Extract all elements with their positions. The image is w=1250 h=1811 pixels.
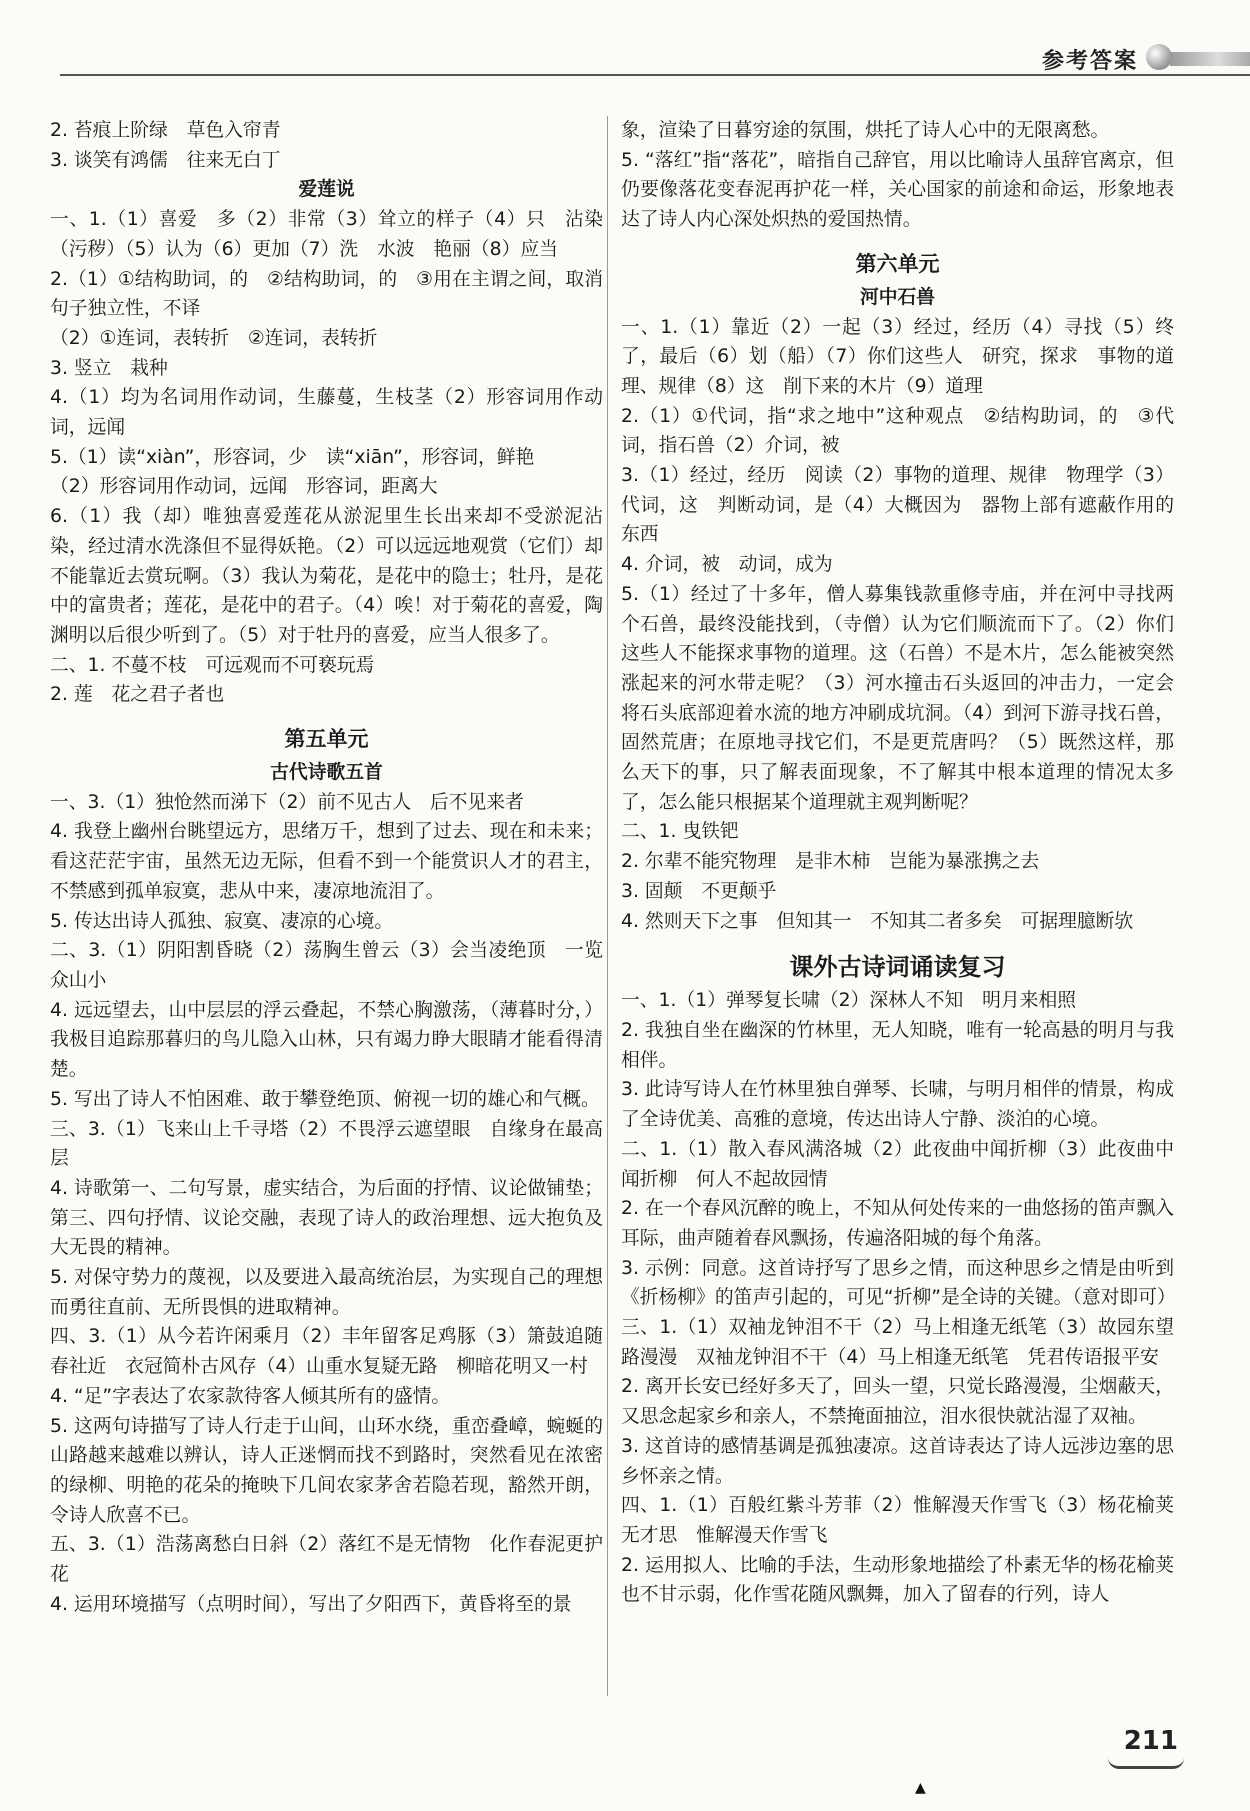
answer-line: 一、1.（1）喜爱 多（2）非常（3）耸立的样子（4）只 沾染（污秽）（5）认为（6）更加（7）洗 水波 艳丽（8）应当 — [50, 209, 603, 260]
answer-line: 2. 苔痕上阶绿 草色入帘青 — [50, 120, 281, 141]
header-bar — [1170, 52, 1250, 66]
page-number: 211 — [1123, 1726, 1178, 1756]
answer-line: 4. 运用环境描写（点明时间），写出了夕阳西下，黄昏将至的景 — [50, 1593, 572, 1615]
right-column — [621, 116, 1174, 1610]
answer-line: 二、1.（1）散入春风满洛城（2）此夜曲中闻折柳（3）此夜曲中闻折柳 何人不起故园情 — [621, 1138, 1174, 1190]
answer-line: 4. 介词，被 动词，成为 — [621, 554, 833, 576]
answer-line: 3. 此诗写诗人在竹林里独自弹琴、长啸，与明月相伴的情景，构成了全诗优美、高雅的意境，传达出诗人宁静、淡泊的心境。 — [621, 1079, 1174, 1131]
answer-line: 5. 写出了诗人不怕困难、敢于攀登绝顶、俯视一切的雄心和气概。 — [50, 1088, 600, 1110]
answer-line: 3. 这首诗的感情基调是孤独凄凉。这首诗表达了诗人远涉边塞的思乡怀亲之情。 — [621, 1435, 1174, 1487]
answer-line: 一、1.（1）弹琴复长啸（2）深林人不知 明月来相照 — [621, 990, 1077, 1012]
review-title: 课外古诗词诵读复习 — [789, 953, 1006, 982]
answer-line: 四、1.（1）百般红紫斗芳菲（2）惟解漫天作雪飞（3）杨花榆荚无才思 惟解漫天作雪飞 — [621, 1495, 1174, 1546]
answer-line: 4. 我登上幽州台眺望远方，思绪万千，想到了过去、现在和未来；看这茫茫宇宙，虽然无边无际，但看不到一个能赏识人才的君主，不禁感到孤单寂寞，悲从中来，凄凉地流泪了。 — [50, 821, 603, 902]
answer-line: 一、1.（1）靠近（2）一起（3）经过，经历（4）寻找（5）终了，最后（6）划（船）（7）你们这些人 研究，探求 事物的道理、规律（8）这 削下来的木片（9）道理 — [621, 316, 1174, 397]
answer-line: 4. 远远望去，山中层层的浮云叠起，不禁心胸激荡，（薄暮时分，）我极目追踪那暮归的鸟儿隐入山林，只有竭力睁大眼睛才能看得清楚。 — [50, 999, 603, 1081]
answer-line: 5.（1）经过了十多年，僧人募集钱款重修寺庙，并在河中寻找两个石兽，最终没能找到，（寺僧）认为它们顺流而下了。（2）你们这些人不能探求事物的道理。这（石兽）不是木片，怎么能被突然涨起来的河水带走呢？（3）河水撞击石头返回的冲击力，一定会将石头底部迎着水流的地方冲刷成坑洞。（4）到河下游寻找石兽，固然荒唐；在原地寻找它们，不是更荒唐吗？（5）既然这样，那么天下的事，只了解表面现象，不了解其中根本道理的情况太多了，怎么能只根据某个道理就主观判断呢？ — [621, 583, 1174, 813]
answer-line: 5.（1）读“xiàn”，形容词，少 读“xiān”，形容词，鲜艳 — [50, 446, 535, 468]
answer-line: 5. 这两句诗描写了诗人行走于山间，山环水绕，重峦叠嶂，蜿蜒的山路越来越难以辨认，诗人正迷惘而找不到路时，突然看见在浓密的绿柳、明艳的花朵的掩映下几间农家茅舍若隐若现，豁然开朗，令诗人欣喜不已。 — [50, 1415, 603, 1526]
answer-line: （2）①连词，表转折 ②连词，表转折 — [50, 327, 378, 349]
header-ball-icon — [1146, 44, 1172, 70]
page-header — [0, 0, 1250, 78]
answer-line: 二、1. 不蔓不枝 可远观而不可亵玩焉 — [50, 654, 375, 676]
answer-line: 3. 谈笑有鸿儒 往来无白丁 — [50, 149, 281, 171]
page-number-swoosh — [1108, 1758, 1184, 1769]
answer-line: 3. 竖立 栽种 — [50, 357, 168, 379]
answer-line: 2.（1）①结构助词，的 ②结构助词，的 ③用在主谓之间，取消句子独立性，不译 — [50, 268, 603, 320]
answer-line: 3. 示例：同意。这首诗抒写了思乡之情，而这种思乡之情是由听到《折杨柳》的笛声引起的，可见“折柳”是全诗的关键。（意对即可） — [621, 1257, 1176, 1309]
answer-line: 5. “落红”指“落花”，暗指自己辞官，用以比喻诗人虽辞官离京，但仍要像落花变春泥再护花一样，关心国家的前途和命运，形象地表达了诗人内心深处炽热的爱国热情。 — [621, 149, 1174, 231]
answer-line: 5. 对保守势力的蔑视，以及要进入最高统治层，为实现自己的理想而勇往直前、无所畏惧的进取精神。 — [50, 1267, 603, 1318]
answer-line: 三、1.（1）双袖龙钟泪不干（2）马上相逢无纸笔（3）故园东望路漫漫 双袖龙钟泪不干（4）马上相逢无纸笔 凭君传语报平安 — [621, 1317, 1174, 1368]
answer-line: 二、1. 曳铁钯 — [621, 821, 739, 843]
answer-line: 6.（1）我（却）唯独喜爱莲花从淤泥里生长出来却不受淤泥沾染，经过清水洗涤但不显得妖艳。（2）可以远远地观赏（它们）却不能靠近去赏玩啊。（3）我认为菊花，是花中的隐士；牡丹，是花中的富贵者；莲花，是花中的君子。（4）唉！对于菊花的喜爱，陶渊明以后很少听到了。（5）对于牡丹的喜爱，应当人很多了。 — [50, 506, 603, 646]
answer-line: 3.（1）经过，经历 阅读（2）事物的道理、规律 物理学（3）代词，这 判断动词，是（4）大概因为 器物上部有遮蔽作用的东西 — [621, 465, 1174, 546]
answer-line: 4.（1）均为名词用作动词，生藤蔓，生枝茎（2）形容词用作动词，远闻 — [50, 387, 603, 439]
answer-line: 2. 运用拟人、比喻的手法，生动形象地描绘了朴素无华的杨花榆荚也不甘示弱，化作雪花随风飘舞，加入了留春的行列，诗人 — [621, 1554, 1174, 1606]
answer-line: 2.（1）①代词，指“求之地中”这种观点 ②结构助词，的 ③代词，指石兽（2）介词，被 — [621, 405, 1174, 457]
answer-line: 三、3.（1）飞来山上千寻塔（2）不畏浮云遮望眼 自缘身在最高层 — [50, 1118, 603, 1170]
answer-line: 2. 在一个春风沉醉的晚上，不知从何处传来的一曲悠扬的笛声飘入耳际，曲声随着春风飘扬，传遍洛阳城的每个角落。 — [621, 1198, 1174, 1249]
answer-line: 4. “足”字表达了农家款待客人倾其所有的盛情。 — [50, 1385, 451, 1407]
answer-line: 2. 我独自坐在幽深的竹林里，无人知晓，唯有一轮高悬的明月与我相伴。 — [621, 1019, 1174, 1071]
left-column — [50, 116, 603, 1619]
answer-line: 四、3.（1）从今若许闲乘月（2）丰年留客足鸡豚（3）箫鼓追随春社近 衣冠简朴古风存（4）山重水复疑无路 柳暗花明又一村 — [50, 1326, 603, 1378]
answer-line: 2. 离开长安已经好多天了，回头一望，只觉长路漫漫，尘烟蔽天，又思念起家乡和亲人，不禁掩面抽泣，泪水很快就沾湿了双袖。 — [621, 1376, 1174, 1428]
footer-triangle-mark: ▲ — [915, 1780, 926, 1796]
answer-line: 五、3.（1）浩荡离愁白日斜（2）落红不是无情物 化作春泥更护花 — [50, 1534, 603, 1586]
column-divider — [607, 116, 608, 1696]
section-title: 古代诗歌五首 — [270, 762, 383, 784]
unit-title: 第六单元 — [855, 251, 940, 276]
answer-line: 2. 莲 花之君子者也 — [50, 684, 225, 706]
answer-line: （2）形容词用作动词，远闻 形容词，距离大 — [50, 476, 438, 498]
answer-line: 一、3.（1）独怆然而涕下（2）前不见古人 后不见来者 — [50, 791, 524, 813]
answer-line: 3. 固颠 不更颠乎 — [621, 880, 777, 902]
section-title: 爱莲说 — [298, 179, 355, 201]
answer-line: 4. 诗歌第一、二句写景，虚实结合，为后面的抒情、议论做铺垫；第三、四句抒情、议论交融，表现了诗人的政治理想、远大抱负及大无畏的精神。 — [50, 1177, 603, 1259]
answer-line: 2. 尔辈不能究物理 是非木柿 岂能为暴涨携之去 — [621, 851, 1040, 873]
answer-line: 二、3.（1）阴阳割昏晓（2）荡胸生曾云（3）会当凌绝顶 一览众山小 — [50, 940, 603, 991]
answer-line: 5. 传达出诗人孤独、寂寞、凄凉的心境。 — [50, 910, 394, 932]
answer-line: 象，渲染了日暮穷途的氛围，烘托了诗人心中的无限离愁。 — [621, 120, 1110, 141]
section-title: 河中石兽 — [859, 286, 936, 308]
answer-line: 4. 然则天下之事 但知其一 不知其二者多矣 可据理臆断欤 — [621, 910, 1134, 932]
unit-title: 第五单元 — [284, 727, 369, 752]
header-label: 参考答案 — [1041, 49, 1138, 74]
